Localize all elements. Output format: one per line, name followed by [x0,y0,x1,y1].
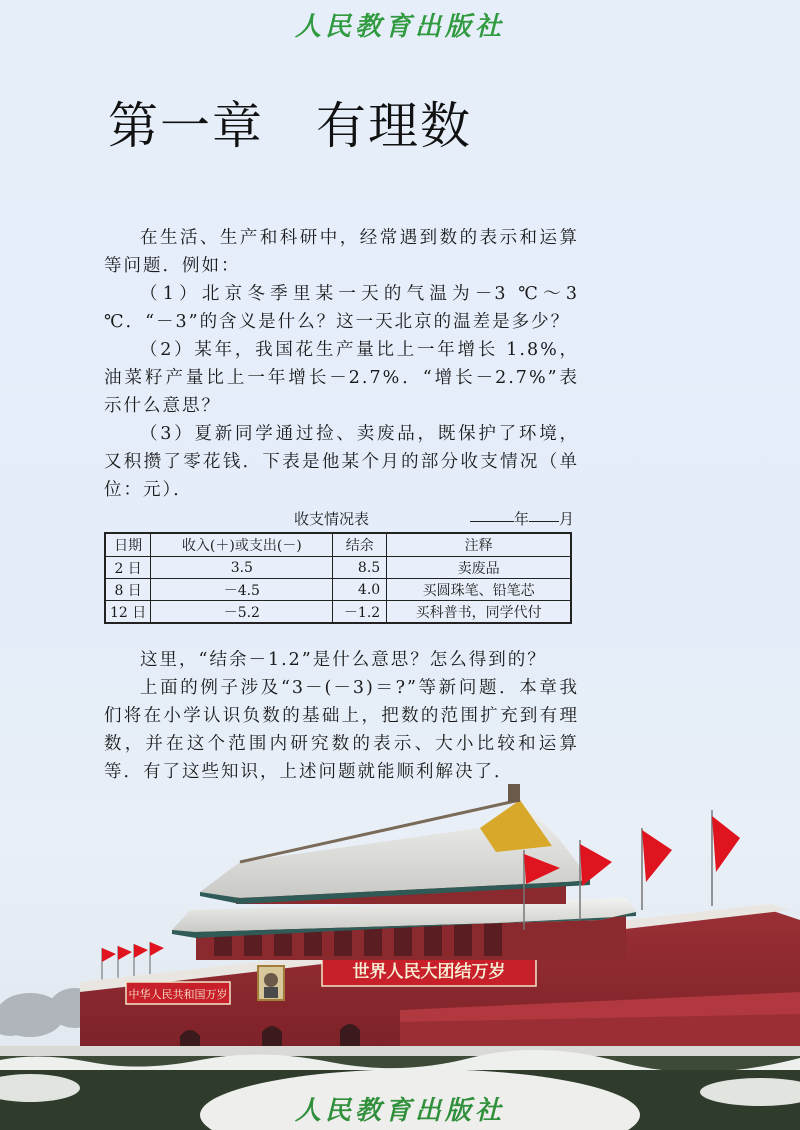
table-date-line [470,508,574,529]
cell-balance: 8.5 [333,557,387,579]
month-blank [529,521,559,522]
cell-date: 12 日 [105,601,151,624]
banner-left-text: 中华人民共和国万岁 [128,988,228,1001]
after-table-question: 这里，“结余－1.2”是什么意思？怎么得到的？ [140,650,547,670]
banner-left [126,982,230,1004]
year-blank [470,521,514,522]
chapter-title: 第一章 有理数 [108,97,472,155]
header-amount: 收入(＋)或支出(－) [151,533,333,557]
publisher-logo-bottom: 人民教育出版社 [294,1096,505,1125]
cell-note: 买科普书，同学代付 [387,601,571,624]
year-label: 年 [513,510,529,528]
header-note: 注释 [387,533,571,557]
table-row [105,601,571,624]
tiananmen-illustration [0,770,800,1130]
intro-paragraph: 在生活、生产和科研中，经常遇到数的表示和运算等问题．例如： [104,228,579,276]
cell-note: 卖废品 [387,557,571,579]
cell-date: 2 日 [105,557,151,579]
question-1: （1）北京冬季里某一天的气温为－3 ℃～3 ℃．“－3”的含义是什么？这一天北京的温差是多少？ [104,284,579,332]
table-caption [104,508,576,530]
cell-date: 8 日 [105,579,151,601]
header-date: 日期 [105,533,151,557]
cell-amount: 3.5 [151,557,333,579]
table-header-row [105,533,571,557]
question-2: （2）某年，我国花生产量比上一年增长 1.8%，油菜籽产量比上一年增长－2.7%．“增长－2.7%”表示什么意思？ [104,340,579,416]
header-balance: 结余 [333,533,387,557]
cell-amount: －4.5 [151,579,333,601]
closing-paragraph: 上面的例子涉及“3－(－3)＝?”等新问题．本章我们将在小学认识负数的基础上，把数的范围扩充到有理数，并在这个范围内研究数的表示、大小比较和运算等．有了这些知识，上述问题就能顺利解决了． [104,678,579,782]
cell-amount: －5.2 [151,601,333,624]
publisher-logo-top: 人民教育出版社 [294,12,505,41]
banner-right [322,956,536,986]
cell-note: 买圆珠笔、铅笔芯 [387,579,571,601]
cell-balance: －1.2 [333,601,387,624]
income-expense-table [104,532,572,624]
table-title: 收支情况表 [294,510,370,528]
table-row [105,557,571,579]
table-row [105,579,571,601]
banner-right-text: 世界人民大团结万岁 [352,962,506,982]
gate-tower [172,784,636,960]
month-label: 月 [558,510,574,528]
cell-balance: 4.0 [333,579,387,601]
question-3: （3）夏新同学通过捡、卖废品，既保护了环境，又积攒了零花钱．下表是他某个月的部分收支情况（单位：元）． [104,424,579,500]
